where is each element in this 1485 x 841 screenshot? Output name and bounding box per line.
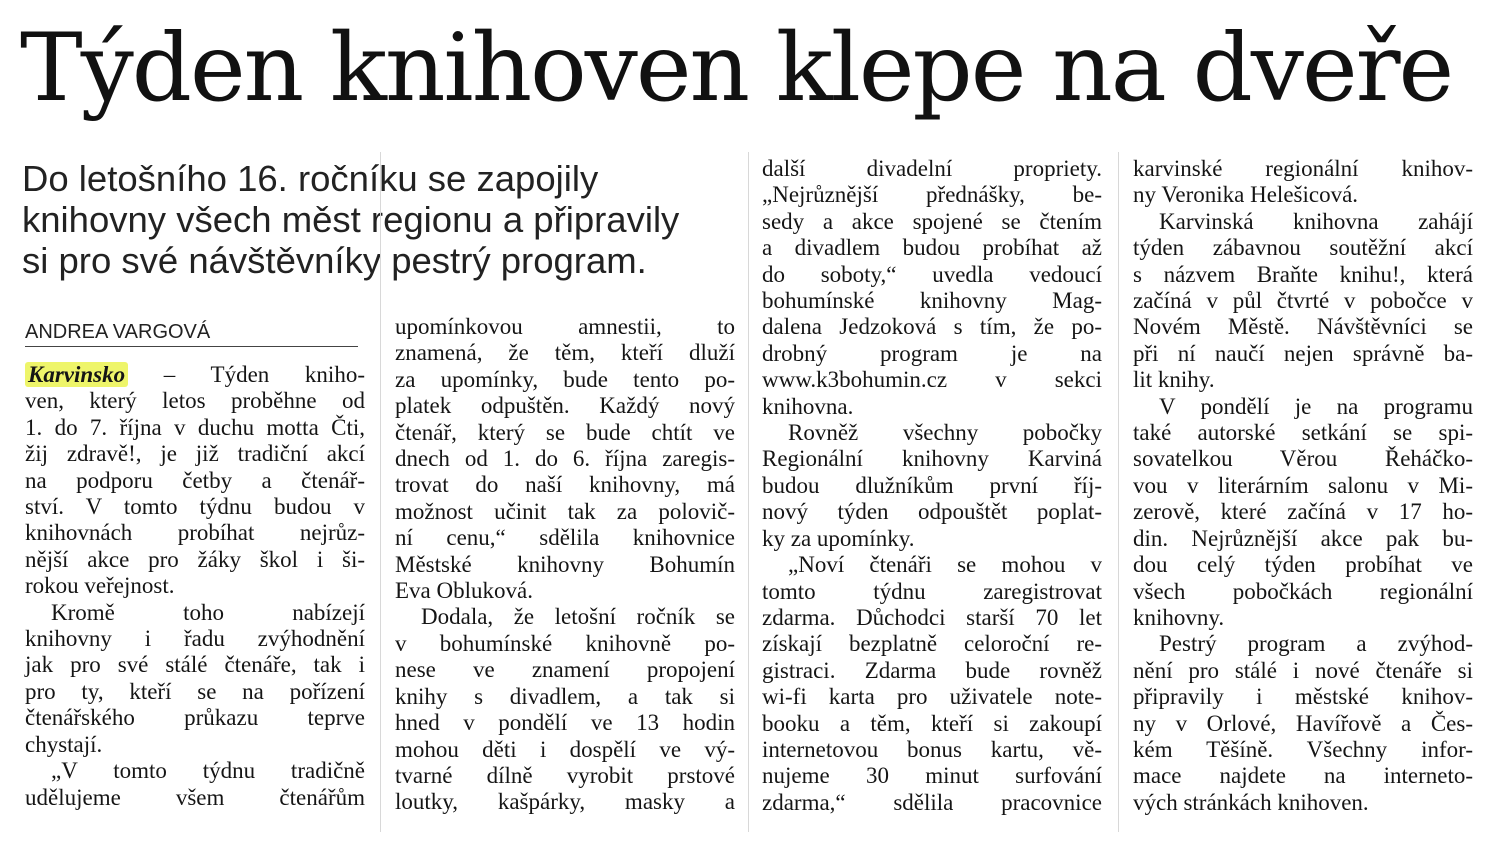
- lead-line: si pro své návštěvníky pestrý program.: [22, 240, 647, 281]
- article-line: jak pro své stálé čtenáře, tak i: [25, 652, 365, 678]
- article-line: žij zdravě!, je již tradiční akcí: [25, 441, 365, 467]
- article-line: knihovny.: [1133, 604, 1225, 630]
- article-line: knihy s divadlem, a tak si: [395, 683, 735, 709]
- article-line: nese ve znamení propojení: [395, 657, 735, 683]
- article-line: na podporu četby a čtenář-: [25, 467, 365, 493]
- article-line: Městské knihovny Bohumín: [395, 551, 735, 577]
- article-line: týden zábavnou soutěžní akcí: [1133, 235, 1473, 261]
- article-line: drobný program je na: [762, 340, 1102, 366]
- article-column-1: [25, 362, 365, 811]
- article-line: a divadlem budou probíhat až: [762, 235, 1102, 261]
- article-line: nější akce pro žáky škol i ši-: [25, 546, 365, 572]
- article-line: vých stránkách knihoven.: [1133, 789, 1369, 815]
- article-line: platek odpuštěn. Každý nový: [395, 393, 735, 419]
- article-line: získají bezplatně celoroční re-: [762, 631, 1102, 657]
- article-line: s názvem Braňte knihu!, která: [1133, 261, 1473, 287]
- article-line: nění pro stálé i nové čtenáře si: [1133, 657, 1473, 683]
- article-line: v bohumínské knihovně po-: [395, 630, 735, 656]
- article-line: také autorské setkání se spi-: [1133, 420, 1473, 446]
- article-line: bohumínské knihovny Mag-: [762, 288, 1102, 314]
- article-line: čtenářského průkazu teprve: [25, 705, 365, 731]
- headline: Týden knihoven klepe na dveře: [20, 14, 1453, 123]
- article-line: mace najdete na interneto-: [1133, 763, 1473, 789]
- article-line: ven, který letos proběhne od: [25, 388, 365, 414]
- article-line: „V tomto týdnu tradičně: [51, 758, 365, 784]
- article-line: budou dlužníkům první říj-: [762, 472, 1102, 498]
- article-line: gistraci. Zdarma bude rovněž: [762, 657, 1102, 683]
- article-line: V pondělí je na programu: [1159, 393, 1473, 419]
- author-byline: ANDREA VARGOVÁ: [25, 320, 358, 347]
- article-line: tvarné dílně vyrobit prstové: [395, 762, 735, 788]
- article-line: trovat do naší knihovny, má: [395, 472, 735, 498]
- article-line: zdarma. Důchodci starší 70 let: [762, 604, 1102, 630]
- article-line: zdarma,“ sdělila pracovnice: [762, 789, 1102, 815]
- article-text: – Týden kniho-: [128, 362, 365, 387]
- article-line: karvinské regionální knihov-: [1133, 156, 1473, 181]
- article-line: 1. do 7. října v duchu motta Čti,: [25, 414, 365, 440]
- article-line: Eva Obluková.: [395, 578, 533, 604]
- article-line: [25, 362, 365, 388]
- article-line: ství. V tomto týdnu budou v: [25, 494, 365, 520]
- article-line: zerově, které začíná v 17 ho-: [1133, 499, 1473, 525]
- article-line: knihovny i řadu zvýhodnění: [25, 626, 365, 652]
- article-line: pro ty, kteří se na pořízení: [25, 678, 365, 704]
- article-line: znamená, že těm, kteří dluží: [395, 340, 735, 366]
- article-line: nujeme 30 minut surfování: [762, 763, 1102, 789]
- article-line: www.k3bohumin.cz v sekci: [762, 367, 1102, 393]
- article-line: kém Těšíně. Všechny infor-: [1133, 736, 1473, 762]
- article-line: ny Veronika Helešicová.: [1133, 182, 1359, 208]
- article-column-3: [762, 156, 1102, 816]
- column-rule: [748, 152, 749, 832]
- article-line: další divadelní propriety.: [762, 156, 1102, 181]
- article-line: za upomínky, bude tento po-: [395, 366, 735, 392]
- article-line: ny v Orlové, Havířově a Čes-: [1133, 710, 1473, 736]
- article-line: Rovněž všechny pobočky: [788, 420, 1102, 446]
- article-line: Kromě toho nabízejí: [51, 599, 365, 625]
- article-line: rokou veřejnost.: [25, 573, 175, 599]
- article-line: booku a těm, kteří si zakoupí: [762, 710, 1102, 736]
- article-line: nový týden odpouštět poplat-: [762, 499, 1102, 525]
- article-line: hned v pondělí ve 13 hodin: [395, 710, 735, 736]
- article-line: din. Nejrůznější akce pak bu-: [1133, 525, 1473, 551]
- lead-line: Do letošního 16. ročníku se zapojily: [22, 158, 599, 199]
- article-line: vou v literárním salonu v Mi-: [1133, 472, 1473, 498]
- article-line: lit knihy.: [1133, 367, 1215, 393]
- article-line: připravily i městské knihov-: [1133, 684, 1473, 710]
- article-line: dnech od 1. do 6. října zaregis-: [395, 446, 735, 472]
- column-rule: [1118, 152, 1119, 832]
- article-line: čtenář, který se bude chtít ve: [395, 419, 735, 445]
- article-column-2: [395, 314, 735, 816]
- article-line: upomínkovou amnestii, to: [395, 314, 735, 339]
- article-line: při ní naučí nejen správně ba-: [1133, 340, 1473, 366]
- article-line: „Noví čtenáři se mohou v: [788, 552, 1102, 578]
- article-line: možnost učinit tak za polovič-: [395, 498, 735, 524]
- article-line: loutky, kašpárky, masky a: [395, 789, 735, 815]
- article-line: udělujeme všem čtenářům: [25, 784, 365, 810]
- article-line: Pestrý program a zvýhod-: [1159, 631, 1473, 657]
- article-line: všech pobočkách regionální: [1133, 578, 1473, 604]
- article-line: dalena Jedzoková s tím, že po-: [762, 314, 1102, 340]
- article-line: internetovou bonus kartu, vě-: [762, 736, 1102, 762]
- lead-paragraph: [22, 158, 742, 281]
- article-line: ní cenu,“ sdělila knihovnice: [395, 525, 735, 551]
- lead-line: knihovny všech měst regionu a připravily: [22, 199, 680, 240]
- article-line: Dodala, že letošní ročník se: [421, 604, 735, 630]
- article-line: knihovna.: [762, 393, 854, 419]
- article-line: začíná v půl čtvrté v pobočce v: [1133, 288, 1473, 314]
- article-line: chystají.: [25, 731, 103, 757]
- article-line: Novém Městě. Návštěvníci se: [1133, 314, 1473, 340]
- article-column-4: [1133, 156, 1473, 816]
- article-line: ky za upomínky.: [762, 525, 915, 551]
- article-line: Karvinská knihovna zahájí: [1159, 208, 1473, 234]
- article-line: mohou děti i dospělí ve vý-: [395, 736, 735, 762]
- article-line: dou celý týden probíhat ve: [1133, 552, 1473, 578]
- article-line: wi-fi karta pro uživatele note-: [762, 684, 1102, 710]
- article-line: „Nejrůznější přednášky, be-: [762, 182, 1102, 208]
- article-line: Regionální knihovny Karviná: [762, 446, 1102, 472]
- column-rule: [380, 152, 381, 832]
- article-line: sovatelkou Věrou Řeháčko-: [1133, 446, 1473, 472]
- article-line: tomto týdnu zaregistrovat: [762, 578, 1102, 604]
- article-line: sedy a akce spojené se čtením: [762, 208, 1102, 234]
- article-line: do soboty,“ uvedla vedoucí: [762, 261, 1102, 287]
- dateline-place: Karvinsko: [25, 362, 128, 387]
- article-line: knihovnách probíhat nejrůz-: [25, 520, 365, 546]
